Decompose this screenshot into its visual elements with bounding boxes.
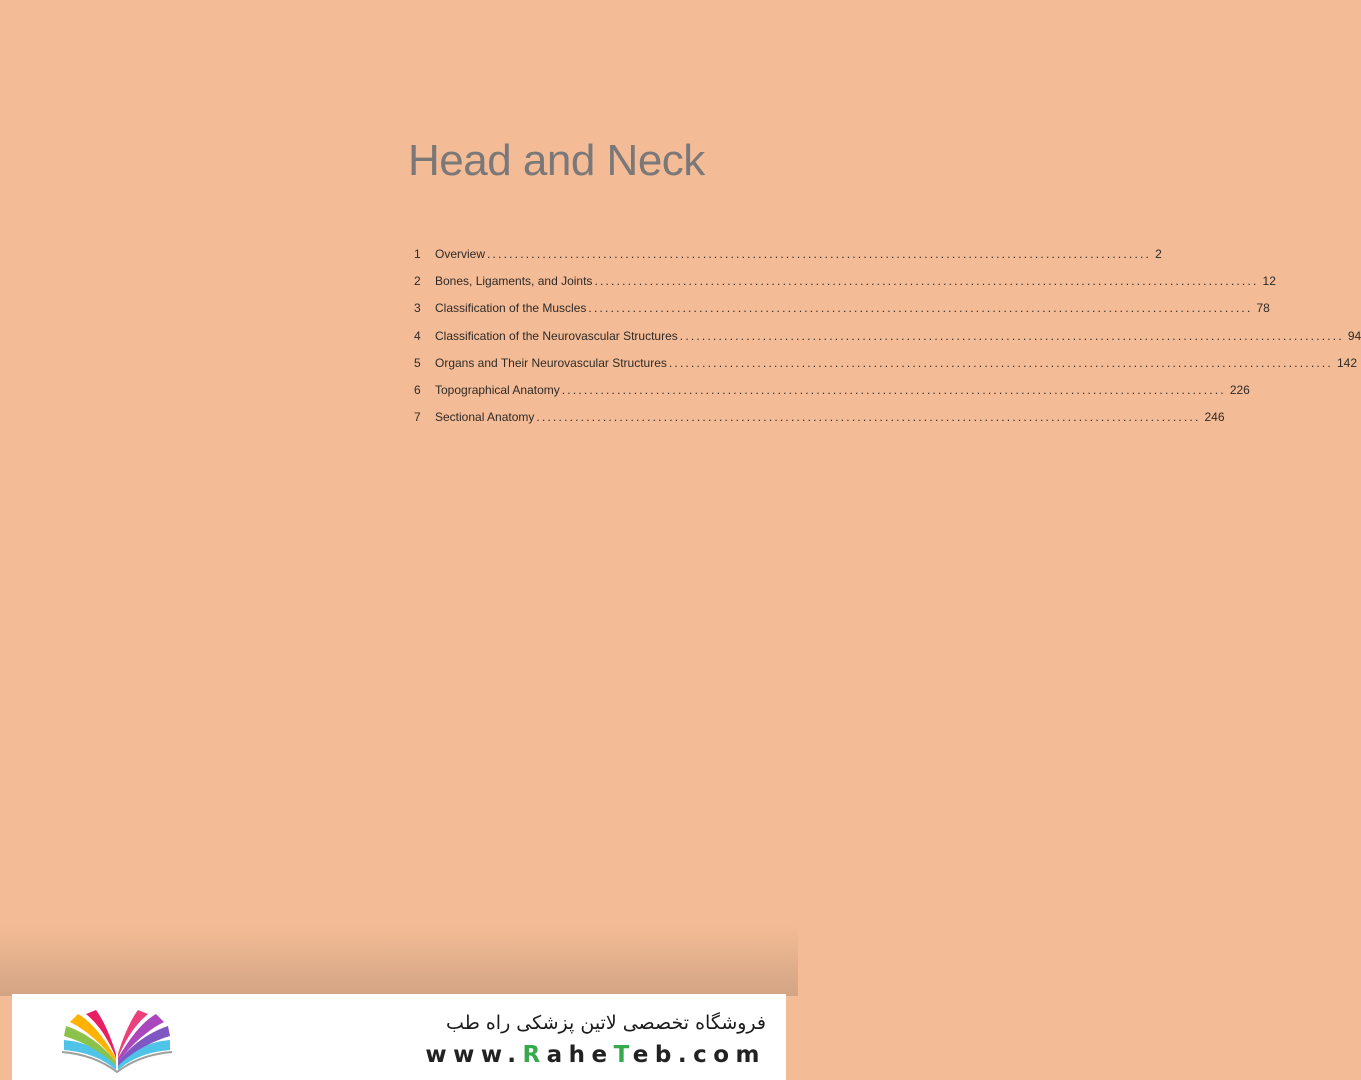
toc-entry-number: 7 — [414, 410, 421, 425]
table-of-contents — [414, 244, 1361, 434]
toc-entry-number: 4 — [414, 328, 421, 343]
toc-entry — [414, 326, 1361, 353]
toc-entry — [414, 380, 1250, 407]
toc-entry-page: 142 — [1336, 355, 1357, 370]
toc-entry-page: 226 — [1229, 382, 1250, 397]
toc-entry-title: Classification of the Muscles — [435, 301, 587, 316]
url-part: ahe — [546, 1042, 614, 1068]
toc-dot-leader: ........................................................................................................................ — [561, 382, 1226, 397]
toc-dot-leader: ........................................................................................................................ — [588, 301, 1253, 316]
store-name: فروشگاه تخصصی لاتین پزشکی راه طب — [446, 1012, 766, 1034]
toc-entry-number: 2 — [414, 274, 421, 289]
toc-entry-page: 246 — [1204, 410, 1225, 425]
page-bottom-shadow — [0, 924, 798, 996]
toc-entry-number: 3 — [414, 301, 421, 316]
toc-dot-leader: ........................................................................................................................ — [668, 355, 1333, 370]
url-highlight: R — [522, 1042, 547, 1068]
toc-entry-page: 94 — [1347, 328, 1361, 343]
toc-entry-page: 12 — [1262, 274, 1276, 289]
toc-entry — [414, 271, 1276, 298]
toc-entry — [414, 353, 1357, 380]
toc-entry-page: 78 — [1256, 301, 1270, 316]
toc-entry — [414, 407, 1225, 434]
url-highlight: T — [613, 1042, 633, 1068]
toc-entry-title: Classification of the Neurovascular Structures — [435, 328, 678, 343]
url-part: eb.com — [632, 1042, 766, 1068]
toc-dot-leader: ........................................................................................................................ — [487, 247, 1152, 261]
toc-entry-number: 6 — [414, 382, 421, 397]
page-title: Head and Neck — [408, 136, 705, 185]
toc-entry-number: 1 — [414, 247, 421, 261]
toc-entry — [414, 244, 1162, 271]
store-banner[interactable] — [12, 994, 786, 1080]
toc-entry-title: Bones, Ligaments, and Joints — [435, 274, 593, 289]
toc-dot-leader: ........................................................................................................................ — [536, 410, 1201, 425]
url-part: www. — [425, 1042, 523, 1068]
store-url[interactable] — [425, 1042, 766, 1068]
toc-entry-page: 2 — [1155, 247, 1162, 261]
toc-dot-leader: ........................................................................................................................ — [679, 328, 1344, 343]
toc-entry-title: Sectional Anatomy — [435, 410, 535, 425]
toc-entry-title: Organs and Their Neurovascular Structures — [435, 355, 667, 370]
toc-entry-title: Overview — [435, 247, 486, 261]
toc-entry-title: Topographical Anatomy — [435, 382, 560, 397]
open-book-logo-icon — [52, 1006, 182, 1074]
toc-entry-number: 5 — [414, 355, 421, 370]
toc-dot-leader: ........................................................................................................................ — [594, 274, 1259, 289]
toc-entry — [414, 298, 1270, 325]
